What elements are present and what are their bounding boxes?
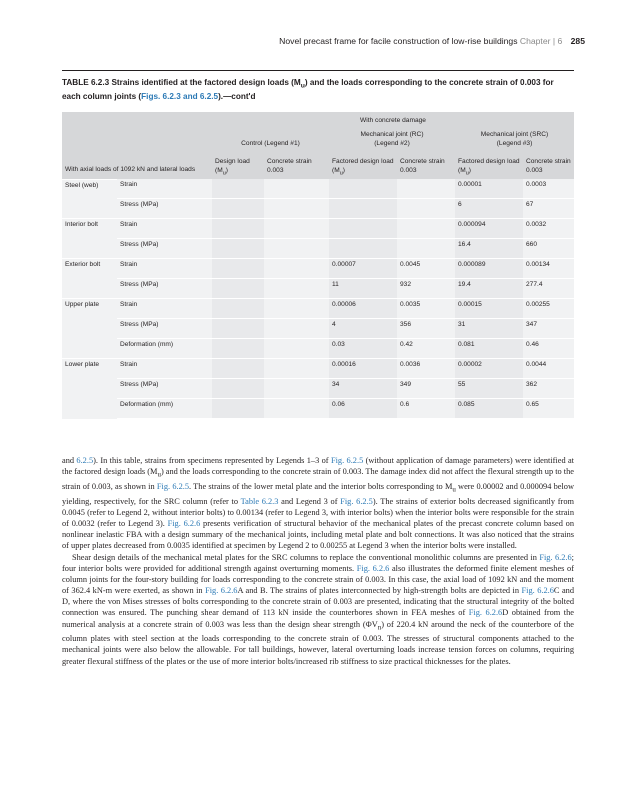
col-header-5: Factored design load $(M_u)$ [455, 150, 523, 179]
page-number: 285 [570, 36, 585, 46]
table-row [62, 259, 574, 279]
paragraph-text: ; four interior bolts were provided for additional strength against overturning moments. [62, 552, 574, 573]
table-cell: 16.4 [455, 239, 523, 259]
table-row [62, 239, 574, 259]
subscript: n [377, 623, 382, 632]
table-row [62, 179, 574, 199]
col-header-6: Concrete strain 0.003 [523, 150, 574, 179]
cross-reference-link[interactable]: Fig. 6.2.5 [330, 456, 364, 465]
table-cell: 0.00016 [329, 359, 397, 379]
group-header-control: Control (Legend #1) [212, 129, 329, 150]
cross-reference-link[interactable]: Fig. 6.2.5 [340, 496, 373, 506]
table-row [62, 319, 574, 339]
cross-reference-link[interactable]: Fig. 6.2.6 [167, 519, 201, 529]
row-group-label: Interior bolt [62, 219, 117, 239]
chapter-label: Chapter | 6 [519, 36, 563, 46]
row-group-label [62, 339, 117, 359]
top-band-header: With concrete damage [212, 112, 574, 129]
table-cell [212, 359, 264, 379]
paragraph-1 [62, 455, 574, 552]
table-cell: 0.00002 [455, 359, 523, 379]
table-cell [264, 239, 329, 259]
group-header-rc: Mechanical joint (RC) (Legend #2) [329, 129, 455, 150]
body-text [62, 455, 574, 667]
table-cell: 0.00255 [523, 299, 574, 319]
table-cell: 11 [329, 279, 397, 299]
table-cell: 55 [455, 379, 523, 399]
table-cell: 0.0032 [523, 219, 574, 239]
table-cell: 0.00006 [329, 299, 397, 319]
row-group-label: Upper plate [62, 299, 117, 319]
table-cell: 0.000094 [455, 219, 523, 239]
table-cell [212, 299, 264, 319]
row-measure-label: Deformation (mm) [117, 339, 212, 359]
table-cell: 0.0035 [397, 299, 455, 319]
table-cell [397, 219, 455, 239]
table-row [62, 339, 574, 359]
row-group-label [62, 239, 117, 259]
caption-fig-link[interactable]: Figs. 6.2.3 and 6.2.5 [141, 92, 219, 102]
paragraph-text: C and D, where the von Mises stresses of bolts corresponding to the concrete strain of 0.003 are presented, indicating that the structural integrity of the bolted connection was ensured. The punching shear demand of 113 kN inside the counterbores shown in FEA meshes of [62, 586, 574, 618]
table-cell [264, 259, 329, 279]
table-cell: 0.03 [329, 339, 397, 359]
row-group-label [62, 379, 117, 399]
table-cell: 347 [523, 319, 574, 339]
table-row [62, 299, 574, 319]
cross-reference-link[interactable]: Fig. 6.2.6 [468, 608, 503, 618]
caption-rule [62, 70, 574, 71]
table-cell [264, 359, 329, 379]
table-cell: 0.0044 [523, 359, 574, 379]
table-cell [264, 179, 329, 199]
row-group-label [62, 199, 117, 219]
row-group-label [62, 279, 117, 299]
table-cell [264, 399, 329, 419]
paragraph-text: ). In this table, strains from specimens represented by Legends 1–3 of [93, 456, 331, 465]
paragraph-text: and [62, 456, 77, 465]
cross-reference-link[interactable]: Fig. 6.2.6 [521, 586, 554, 596]
paragraph-text: also illustrates the deformed finite element meshes of column joints for the four-story building for loads corresponding to the concrete strain of 0.003. In this case, the axial load of 1092 kN and the moment of 362.4 kN-m were exerted, as shown in [62, 563, 574, 596]
table-cell [212, 279, 264, 299]
row-measure-label: Strain [117, 179, 212, 199]
caption-text-2: ) and the loads corresponding to the concrete strain of 0.003 for each column joints ( [62, 78, 554, 102]
col-header-2: Concrete strain 0.003 [264, 150, 329, 179]
subscript: u [452, 485, 456, 494]
table-cell: 277.4 [523, 279, 574, 299]
table-label: TABLE 6.2.3 [62, 78, 110, 87]
table-cell [264, 279, 329, 299]
caption-text-3: ).—cont'd [218, 92, 256, 102]
row-measure-label: Stress (MPa) [117, 239, 212, 259]
table-cell: 0.000089 [455, 259, 523, 279]
table-cell [264, 379, 329, 399]
table-cell: 362 [523, 379, 574, 399]
row-measure-label: Strain [117, 299, 212, 319]
paragraph-text: and Legend 3 of [278, 496, 341, 506]
paragraph-text: A and B. The strains of plates interconnected by high-strength bolts are depicted in [237, 586, 522, 596]
row-group-label: Exterior bolt [62, 259, 117, 279]
row-group-label [62, 399, 117, 419]
table-cell [212, 219, 264, 239]
table-cell: 0.00007 [329, 259, 397, 279]
table-cell: 6 [455, 199, 523, 219]
row-group-label: Steel (web) [62, 179, 117, 199]
table-cell: 34 [329, 379, 397, 399]
table-row [62, 399, 574, 419]
paragraph-text: were 0.00002 and 0.000094 below yielding, respectively, for the SRC column (refer to [62, 481, 574, 506]
table-cell: 0.0045 [397, 259, 455, 279]
cross-reference-link[interactable]: Fig. 6.2.6 [356, 563, 390, 573]
table-cell: 0.085 [455, 399, 523, 419]
table-cell [212, 199, 264, 219]
row-group-label [62, 319, 117, 339]
table-cell [212, 379, 264, 399]
paragraph-text: Shear design details of the mechanical metal plates for the SRC columns to replace the conventional monolithic columns are presented in [72, 552, 540, 562]
col-header-1: Design load $(M_u)$ [212, 150, 264, 179]
table-cell: 0.00001 [455, 179, 523, 199]
col-header-4: Concrete strain 0.003 [397, 150, 455, 179]
cross-reference-link[interactable]: Table 6.2.3 [240, 496, 279, 506]
table-cell: 349 [397, 379, 455, 399]
paragraph-text: ). The strains of exterior bolts decreased significantly from 0.0045 (refer to Legend 2, without interior bolts) to 0.00134 (refer to Legend 3, with interior bolts) when the interior bolts were responsible for the strain of 0.0032 (refer to Legend 3). [62, 496, 574, 529]
row-header-title: With axial loads of 1092 kN and lateral loads [62, 150, 212, 179]
paragraph-text: ) and the loads corresponding to the concrete strain of 0.003. The damage index did not affect the flexural strength up to the strain of 0.003, as shown in [62, 467, 574, 491]
running-title: Novel precast frame for facile construction of low-rise buildings [279, 36, 518, 46]
table-cell: 932 [397, 279, 455, 299]
row-measure-label: Deformation (mm) [117, 399, 212, 419]
table-cell [212, 399, 264, 419]
table-cell [264, 299, 329, 319]
table-cell [212, 239, 264, 259]
table-cell [212, 179, 264, 199]
table-cell [212, 259, 264, 279]
group-header-src: Mechanical joint (SRC) (Legend #3) [455, 129, 574, 150]
table-caption [62, 78, 572, 103]
table-row [62, 219, 574, 239]
cross-reference-link[interactable]: 6.2.5 [76, 456, 94, 465]
table-cell: 0.06 [329, 399, 397, 419]
table-cell: 19.4 [455, 279, 523, 299]
caption-sub: u [300, 82, 305, 90]
row-group-label: Lower plate [62, 359, 117, 379]
paragraph-text: presents verification of structural behavior of the mechanical plates of the precast concrete column based on nonlinear inelastic FBA with a design summary of the mechanical joints, including metal plate and bolt connections. It was also noticed that the strains of upper plates decreased from 0.0035 identified at specimen by Legend 2 to 0.00255 at Legend 3 when the interior bolts were installed. [62, 519, 574, 551]
table-row [62, 379, 574, 399]
table-cell: 0.65 [523, 399, 574, 419]
table-cell [329, 179, 397, 199]
table-cell [397, 199, 455, 219]
row-measure-label: Strain [117, 359, 212, 379]
table-cell: 0.081 [455, 339, 523, 359]
strain-table [62, 112, 574, 419]
table-cell: 0.0036 [397, 359, 455, 379]
table-cell [264, 319, 329, 339]
row-measure-label: Stress (MPa) [117, 199, 212, 219]
table-cell: 356 [397, 319, 455, 339]
row-measure-label: Strain [117, 259, 212, 279]
table-cell [329, 239, 397, 259]
row-measure-label: Stress (MPa) [117, 319, 212, 339]
table-cell [329, 219, 397, 239]
table-cell: 4 [329, 319, 397, 339]
row-measure-label: Strain [117, 219, 212, 239]
table-row [62, 359, 574, 379]
table-cell [212, 319, 264, 339]
caption-text-1: Strains identified at the factored design loads (M [111, 78, 301, 87]
table-cell: 31 [455, 319, 523, 339]
table-cell [329, 199, 397, 219]
table-cell: 0.00015 [455, 299, 523, 319]
table-cell: 67 [523, 199, 574, 219]
col-header-3: Factored design load $(M_u)$ [329, 150, 397, 179]
paragraph-text: (without application of damage parameters) were identified at the factored design loads (M [62, 456, 574, 477]
table-cell [264, 199, 329, 219]
table-cell [397, 179, 455, 199]
paragraph-text: D obtained from the numerical analysis at a concrete strain of 0.003 was less than the design shear strength (ΦV [62, 608, 574, 629]
table-row [62, 279, 574, 299]
row-measure-label: Stress (MPa) [117, 279, 212, 299]
table-cell [264, 219, 329, 239]
table-row [62, 199, 574, 219]
paragraph-text: . The strains of the lower metal plate and the interior bolts corresponding to M [189, 481, 453, 491]
table-cell: 660 [523, 239, 574, 259]
table-cell: 0.0003 [523, 179, 574, 199]
cross-reference-link[interactable]: Fig. 6.2.6 [205, 586, 238, 596]
paragraph-2 [62, 552, 574, 667]
table-body [62, 179, 574, 419]
subscript: u [157, 470, 161, 479]
table-cell [397, 239, 455, 259]
table-cell: 0.42 [397, 339, 455, 359]
table-cell: 0.00134 [523, 259, 574, 279]
row-measure-label: Stress (MPa) [117, 379, 212, 399]
table-cell [264, 339, 329, 359]
table-cell: 0.6 [397, 399, 455, 419]
table-cell: 0.46 [523, 339, 574, 359]
cross-reference-link[interactable]: Fig. 6.2.6 [539, 552, 572, 562]
running-header [279, 36, 585, 46]
paragraph-text: ) of 220.4 kN around the neck of the counterbore of the column plates with steel section at the loads corresponding to the concrete strain of 0.003. The stresses of structural components attached to the mechanical joints were also below the allowable. For tall buildings, however, lateral overturning loads increase tension forces on columns, requiring greater flexural stiffness of the plates or the use of more interior bolts/increased rib stiffness to size practical thicknesses for the plates. [62, 619, 574, 666]
cross-reference-link[interactable]: Fig. 6.2.5 [156, 481, 190, 491]
table-cell [212, 339, 264, 359]
